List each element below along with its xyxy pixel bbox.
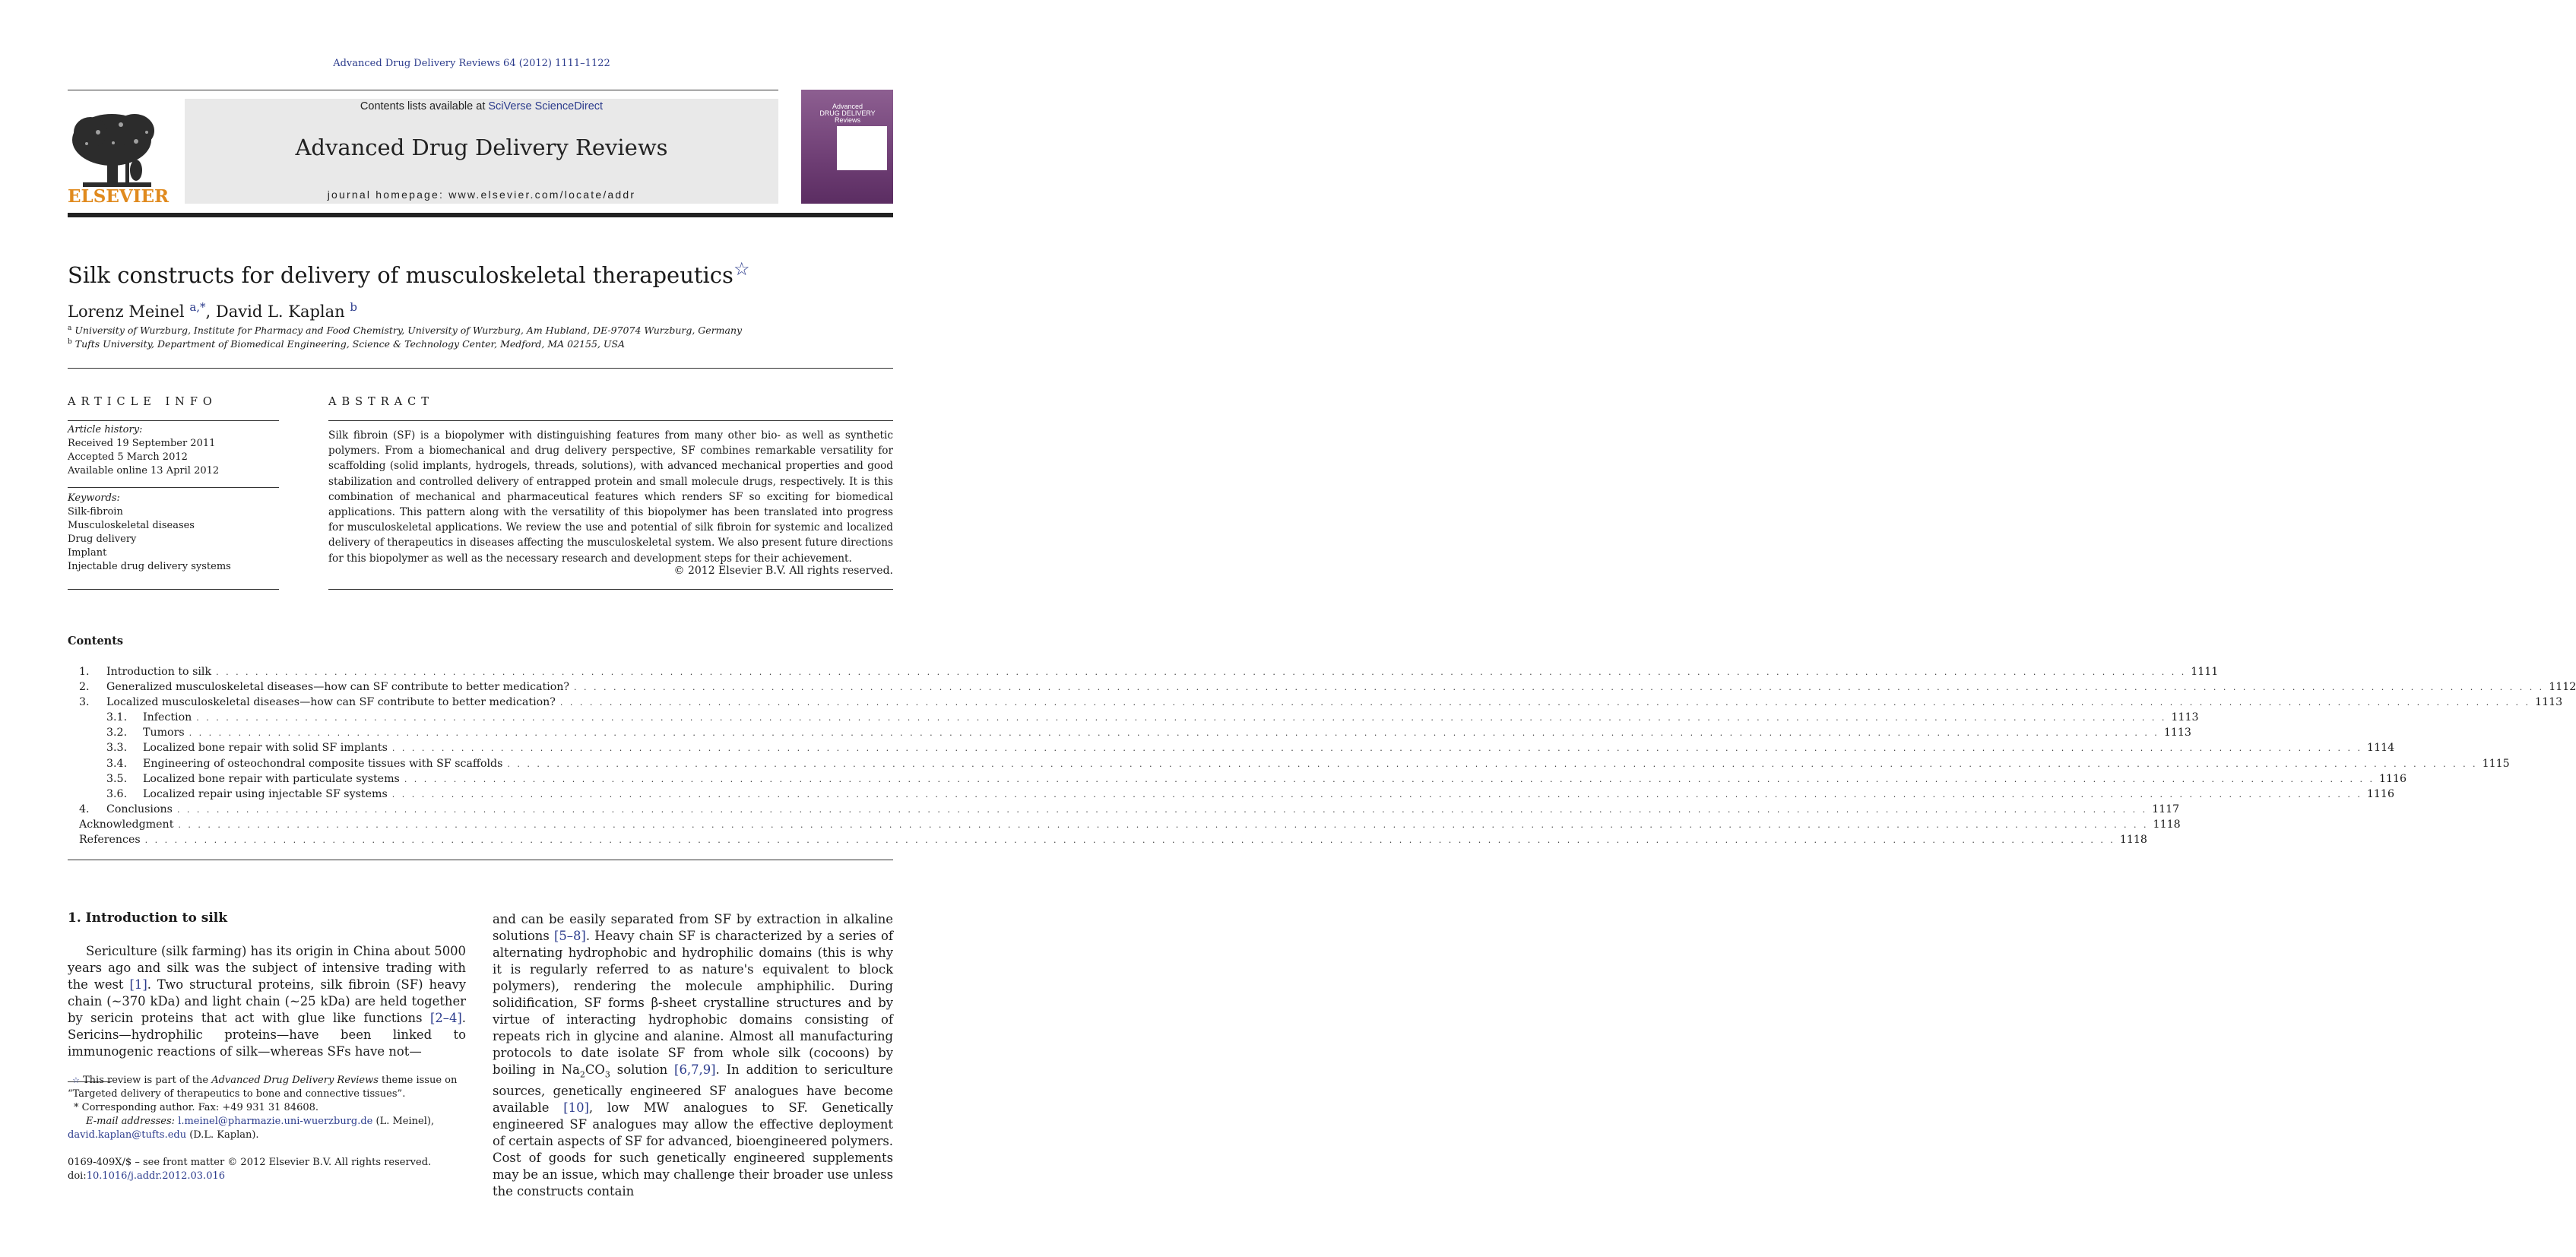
citation-link[interactable]: [2–4] (429, 1011, 462, 1025)
email-owner: (L. Meinel), (372, 1116, 435, 1127)
toc-entry[interactable] (79, 757, 2510, 773)
title-footnote-star-icon[interactable]: ☆ (733, 258, 750, 280)
toc-title[interactable]: Tumors (143, 727, 185, 739)
toc-page-number[interactable]: 1113 (2535, 696, 2563, 709)
contents-available-line (185, 100, 778, 112)
front-matter (68, 1156, 431, 1183)
toc-leader-dots: . . . . . . . . . . . . . . . . . . . . . . . . . . . . . . . . . . . . . . . . . . . . . . . . . . . . . . . . . . . . . . . . . . . . . . . . . . . . . . . . . . . . . . . . . . . . . . . . . . . . . . . . . . . . . . . . . . . . . . . . . . . . . . . . . . . . . . . . . . . . . . . . . . . . . . . . . . . . . . . . . . . . . . . . . . . . . . . . . . . . . . . . . . . . . . . . . . . . . . . . (189, 728, 2159, 739)
article-history (68, 423, 279, 478)
cover-title (806, 103, 889, 124)
toc-page-number[interactable]: 1112 (2549, 681, 2576, 694)
toc-entry[interactable] (79, 834, 2147, 849)
body-text: and can be easily separated from SF by extraction in alkaline solutions (493, 912, 893, 943)
doi-link[interactable]: 10.1016/j.addr.2012.03.016 (86, 1170, 226, 1182)
author-separator: , (205, 302, 216, 321)
subscript: 3 (604, 1069, 610, 1080)
toc-number: 3. (79, 696, 90, 709)
journal-title: Advanced Drug Delivery Reviews (295, 135, 668, 160)
toc-entry[interactable] (79, 818, 2181, 834)
email-link[interactable]: david.kaplan@tufts.edu (68, 1129, 187, 1141)
body-text: . Sericins—hydrophilic proteins—have been linked to immunogenic reactions of silk—whereas SFs have not— (68, 1011, 466, 1059)
header-thick-rule (68, 213, 893, 217)
toc-entry[interactable] (79, 803, 2180, 818)
author-name: Lorenz Meinel (68, 302, 185, 321)
history-entry: Available online 13 April 2012 (68, 465, 220, 477)
toc-title[interactable]: Acknowledgment (79, 818, 174, 831)
toc-page-number[interactable]: 1113 (2163, 727, 2191, 739)
history-entry: Accepted 5 March 2012 (68, 451, 188, 463)
email-owner: (D.L. Kaplan). (186, 1129, 259, 1141)
cover-image-box (837, 126, 887, 170)
toc-page-number[interactable]: 1116 (2378, 772, 2407, 785)
affiliation-a (68, 325, 742, 336)
toc-entry[interactable] (79, 711, 2199, 727)
toc-number: 3.1. (106, 711, 128, 724)
section-heading: 1. Introduction to silk (68, 910, 228, 926)
toc-entry[interactable] (79, 696, 2563, 711)
body-column-right (493, 911, 893, 1200)
journal-citation[interactable]: Advanced Drug Delivery Reviews 64 (2012) 1111–1122 (333, 58, 610, 69)
abstract-rule (328, 420, 893, 421)
doi-label: doi: (68, 1170, 87, 1182)
toc-page-number[interactable]: 1115 (2482, 757, 2510, 770)
footnote-text: This review is part of the (83, 1075, 212, 1086)
footnote-star (68, 1074, 471, 1101)
article-info-rule (68, 487, 279, 488)
keywords-label: Keywords: (68, 492, 120, 504)
footnote-star-icon: ☆ (72, 1075, 80, 1085)
toc-leader-dots: . . . . . . . . . . . . . . . . . . . . . . . . . . . . . . . . . . . . . . . . . . . . . . . . . . . . . . . . . . . . . . . . . . . . . . . . . . . . . . . . . . . . . . . . . . . . . . . . . . . . . . . . . . . . . . . . . . . . . . . . . . . . . . . . . . . . . . . . . . . . . . . . . . . . . . . . . . . . . . . . . . . . . . . . . . . . . . . . . . . . . . . . . . . . . . . . . . . . . . . . (144, 835, 2115, 846)
toc-page-number[interactable]: 1114 (2367, 742, 2395, 755)
toc-number: 3.4. (106, 757, 128, 770)
toc-entry[interactable] (79, 787, 2394, 803)
toc-title[interactable]: Generalized musculoskeletal diseases—how can SF contribute to better medication? (106, 681, 570, 694)
sciencedirect-link[interactable]: SciVerse ScienceDirect (488, 100, 604, 112)
toc-entry[interactable] (79, 666, 2219, 681)
toc-leader-dots: . . . . . . . . . . . . . . . . . . . . . . . . . . . . . . . . . . . . . . . . . . . . . . . . . . . . . . . . . . . . . . . . . . . . . . . . . . . . . . . . . . . . . . . . . . . . . . . . . . . . . . . . . . . . . . . . . . . . . . . . . . . . . . . . . . . . . . . . . . . . . . . . . . . . . . . . . . . . . . . . . . . . . . . . . . . . . . . . . . . . . . . . . . . . . . . . . . . . . . . . (559, 698, 2531, 708)
toc-page-number[interactable]: 1113 (2171, 711, 2199, 724)
body-text: solution (610, 1062, 668, 1077)
article-title-text: Silk constructs for delivery of musculoskeletal therapeutics (68, 262, 734, 288)
author-affiliation-marker[interactable]: a,* (189, 300, 206, 314)
toc-number: 3.5. (106, 772, 128, 785)
footnote-emails (68, 1115, 471, 1142)
toc-page-number[interactable]: 1116 (2366, 787, 2394, 800)
footnote-journal: Advanced Drug Delivery Reviews (211, 1075, 379, 1086)
footnote-corresponding (68, 1101, 477, 1115)
citation-link[interactable]: [10] (563, 1100, 589, 1116)
toc-number: 3.3. (106, 742, 128, 755)
contents-prefix: Contents lists available at (360, 100, 489, 112)
toc-title[interactable]: Engineering of osteochondral composite tissues with SF scaffolds (143, 757, 503, 770)
toc-number: 3.6. (106, 787, 128, 800)
journal-homepage[interactable]: journal homepage: www.elsevier.com/locate/addr (327, 188, 636, 201)
toc-entry[interactable] (79, 727, 2191, 742)
body-text: . Two structural proteins, silk fibroin (SF) heavy chain (~370 kDa) and light chain (~25 kDa) are held together by sericin proteins that act with glue like functions (68, 977, 467, 1025)
toc-page-number[interactable]: 1111 (2191, 666, 2219, 678)
citation-link[interactable]: [5–8] (553, 929, 586, 943)
author-list (68, 300, 357, 321)
abstract-heading: ABSTRACT (328, 396, 434, 408)
table-of-contents (79, 666, 2576, 849)
keyword: Silk-fibroin (68, 506, 123, 518)
keywords (68, 492, 279, 574)
article-info-rule (68, 420, 279, 421)
cover-line: Advanced (832, 103, 863, 110)
toc-leader-dots: . . . . . . . . . . . . . . . . . . . . . . . . . . . . . . . . . . . . . . . . . . . . . . . . . . . . . . . . . . . . . . . . . . . . . . . . . . . . . . . . . . . . . . . . . . . . . . . . . . . . . . . . . . . . . . . . . . . . . . . . . . . . . . . . . . . . . . . . . . . . . . . . . . . . . . . . . . . . . . . . . . . . . . . . . . . . . . . . . . . . . . . . . . . . . . . . . . . . . . . . (404, 774, 2375, 784)
toc-entry[interactable] (79, 772, 2407, 788)
author-affiliation-marker[interactable]: b (350, 300, 357, 314)
body-text: . Heavy chain SF is characterized by a series of alternating hydrophobic and hydrophilic domains (this is why it is regularly referred to as nature's equivalent to block polymers), rendering the molecule amphiphilic. During solidification, SF forms β-sheet crystalline structures and by virtue of interacting hydrophobic domains consisting of repeats rich in glycine and alanine. Almost all manufacturing protocols to date isolate SF from whole silk (cocoons) by boiling in Na (493, 929, 893, 1077)
doi-line (68, 1170, 431, 1183)
email-label: E-mail addresses: (86, 1116, 176, 1127)
toc-leader-dots: . . . . . . . . . . . . . . . . . . . . . . . . . . . . . . . . . . . . . . . . . . . . . . . . . . . . . . . . . . . . . . . . . . . . . . . . . . . . . . . . . . . . . . . . . . . . . . . . . . . . . . . . . . . . . . . . . . . . . . . . . . . . . . . . . . . . . . . . . . . . . . . . . . . . . . . . . . . . . . . . . . . . . . . . . . . . . . . . . . . . . . . . . . . . . . . . . . . . . . . . (391, 743, 2363, 754)
toc-entry[interactable] (79, 681, 2576, 696)
affiliation-text: Tufts University, Department of Biomedical Engineering, Science & Technology Center, Medford, MA 02155, USA (74, 338, 625, 350)
toc-number: 2. (79, 681, 90, 694)
affiliation-text: University of Wurzburg, Institute for Pharmacy and Food Chemistry, University of Wurzburg, Am Hubland, DE-97074 Wurzburg, Germany (74, 325, 743, 337)
toc-leader-dots: . . . . . . . . . . . . . . . . . . . . . . . . . . . . . . . . . . . . . . . . . . . . . . . . . . . . . . . . . . . . . . . . . . . . . . . . . . . . . . . . . . . . . . . . . . . . . . . . . . . . . . . . . . . . . . . . . . . . . . . . . . . . . . . . . . . . . . . . . . . . . . . . . . . . . . . . . . . . . . . . . . . . . . . . . . . . . . . . . . . . . . . . . . . . . . . . . . . . . . . . (196, 713, 2167, 723)
article-info-heading: ARTICLE INFO (68, 396, 217, 408)
article-info-rule (68, 589, 279, 590)
citation-link[interactable]: [6,7,9] (674, 1062, 716, 1077)
keyword: Drug delivery (68, 534, 137, 545)
toc-leader-dots: . . . . . . . . . . . . . . . . . . . . . . . . . . . . . . . . . . . . . . . . . . . . . . . . . . . . . . . . . . . . . . . . . . . . . . . . . . . . . . . . . . . . . . . . . . . . . . . . . . . . . . . . . . . . . . . . . . . . . . . . . . . . . . . . . . . . . . . . . . . . . . . . . . . . . . . . . . . . . . . . . . . . . . . . . . . . . . . . . . . . . . . . . . . . . . . . . . . . . . . . (391, 789, 2362, 799)
author-name: David L. Kaplan (215, 302, 345, 321)
body-column-left (68, 943, 466, 1060)
cover-line: DRUG DELIVERY (819, 109, 876, 117)
footnote-text: theme issue on “Targeted delivery of therapeutics to bone and connective tissues”. (68, 1075, 458, 1100)
toc-title[interactable]: Localized musculoskeletal diseases—how can SF contribute to better medication? (106, 696, 556, 709)
toc-page-number[interactable]: 1118 (2119, 834, 2147, 847)
toc-entry[interactable] (79, 742, 2395, 757)
citation-link[interactable]: [1] (129, 977, 147, 992)
keyword: Implant (68, 547, 107, 559)
toc-number: 3.2. (106, 727, 128, 739)
article-title (68, 258, 749, 288)
body-text: Sericulture (silk farming) has its origin in China about 5000 years ago and silk was the subject of intensive trading with the west (68, 944, 466, 992)
toc-title[interactable]: Localized bone repair with solid SF implants (143, 742, 388, 755)
abstract-rule (328, 589, 893, 590)
toc-leader-dots: . . . . . . . . . . . . . . . . . . . . . . . . . . . . . . . . . . . . . . . . . . . . . . . . . . . . . . . . . . . . . . . . . . . . . . . . . . . . . . . . . . . . . . . . . . . . . . . . . . . . . . . . . . . . . . . . . . . . . . . . . . . . . . . . . . . . . . . . . . . . . . . . . . . . . . . . . . . . . . . . . . . . . . . . . . . . . . . . . . . . . . . . . . . . . . . . . . . . . . . . (178, 819, 2149, 830)
toc-title[interactable]: References (79, 834, 141, 847)
affiliation-marker: a (68, 325, 72, 332)
section-rule (68, 368, 893, 369)
article-history-label: Article history: (68, 424, 143, 435)
toc-title[interactable]: Localized bone repair with particulate systems (143, 772, 400, 785)
toc-page-number[interactable]: 1118 (2153, 818, 2181, 831)
body-text: . In addition to sericulture sources, genetically engineered SF analogues have become available (493, 1062, 893, 1116)
toc-number: 4. (79, 803, 90, 815)
history-entry: Received 19 September 2011 (68, 438, 216, 449)
footnote-text: Corresponding author. Fax: +49 931 31 84608. (81, 1102, 319, 1113)
abstract-text: Silk fibroin (SF) is a biopolymer with distinguishing features from many other bio- as well as synthetic polymers. From a biomechanical and drug delivery perspective, SF combines remarkable versatility for scaffolding (solid implants, hydrogels, threads, solutions), with advanced mechanical properties and good stabilization and controlled delivery of entrapped protein and small molecule drugs, respectively. It is this combination of mechanical and pharmaceutical features which renders SF so exciting for biomedical applications. This pattern along with the versatility of this biopolymer has been translated into progress for musculoskeletal applications. We review the use and potential of silk fibroin for systemic and localized delivery of therapeutics in diseases affecting the musculoskeletal system. We also present future directions for this biopolymer as well as the necessary research and development steps for their achievement. (328, 429, 893, 565)
front-matter-text: 0169-409X/$ – see front matter © 2012 Elsevier B.V. All rights reserved. (68, 1157, 432, 1168)
toc-number: 1. (79, 666, 90, 678)
toc-title[interactable]: Introduction to silk (106, 666, 212, 678)
affiliation-marker: b (68, 338, 72, 346)
toc-title[interactable]: Localized repair using injectable SF systems (143, 787, 388, 800)
email-link[interactable]: l.meinel@pharmazie.uni-wuerzburg.de (178, 1116, 373, 1127)
subscript: 2 (579, 1069, 585, 1080)
toc-leader-dots: . . . . . . . . . . . . . . . . . . . . . . . . . . . . . . . . . . . . . . . . . . . . . . . . . . . . . . . . . . . . . . . . . . . . . . . . . . . . . . . . . . . . . . . . . . . . . . . . . . . . . . . . . . . . . . . . . . . . . . . . . . . . . . . . . . . . . . . . . . . . . . . . . . . . . . . . . . . . . . . . . . . . . . . . . . . . . . . . . . . . . . . . . . . . . . . . . . . . . . . . (176, 804, 2148, 815)
toc-leader-dots: . . . . . . . . . . . . . . . . . . . . . . . . . . . . . . . . . . . . . . . . . . . . . . . . . . . . . . . . . . . . . . . . . . . . . . . . . . . . . . . . . . . . . . . . . . . . . . . . . . . . . . . . . . . . . . . . . . . . . . . . . . . . . . . . . . . . . . . . . . . . . . . . . . . . . . . . . . . . . . . . . . . . . . . . . . . . . . . . . . . . . . . . . . . . . . . . . . . . . . . . (507, 758, 2478, 769)
keyword: Injectable drug delivery systems (68, 561, 231, 572)
keyword: Musculoskeletal diseases (68, 520, 195, 531)
abstract-copyright: © 2012 Elsevier B.V. All rights reserved. (673, 565, 893, 577)
toc-leader-dots: . . . . . . . . . . . . . . . . . . . . . . . . . . . . . . . . . . . . . . . . . . . . . . . . . . . . . . . . . . . . . . . . . . . . . . . . . . . . . . . . . . . . . . . . . . . . . . . . . . . . . . . . . . . . . . . . . . . . . . . . . . . . . . . . . . . . . . . . . . . . . . . . . . . . . . . . . . . . . . . . . . . . . . . . . . . . . . . . . . . . . . . . . . . . . . . . . . . . . . . . (574, 682, 2545, 693)
toc-leader-dots: . . . . . . . . . . . . . . . . . . . . . . . . . . . . . . . . . . . . . . . . . . . . . . . . . . . . . . . . . . . . . . . . . . . . . . . . . . . . . . . . . . . . . . . . . . . . . . . . . . . . . . . . . . . . . . . . . . . . . . . . . . . . . . . . . . . . . . . . . . . . . . . . . . . . . . . . . . . . . . . . . . . . . . . . . . . . . . . . . . . . . . . . . . . . . . . . . . . . . . . . (216, 667, 2187, 677)
toc-title[interactable]: Infection (143, 711, 192, 724)
affiliation-b (68, 338, 625, 350)
body-text: , low MW analogues to SF. Genetically engineered SF analogues may allow the effective deployment of certain aspects of SF for advanced, bioengineered polymers. Cost of goods for such genetically engineered supplements may be an issue, which may challenge their broader use unless the constructs contain (493, 1100, 893, 1199)
toc-title[interactable]: Conclusions (106, 803, 173, 815)
elsevier-logo-text: ELSEVIER (68, 186, 170, 207)
contents-heading: Contents (68, 635, 124, 647)
body-text: CO (585, 1062, 605, 1077)
footnote-asterisk-icon: * (74, 1102, 79, 1113)
cover-line: Reviews (834, 116, 860, 124)
toc-page-number[interactable]: 1117 (2152, 803, 2180, 815)
